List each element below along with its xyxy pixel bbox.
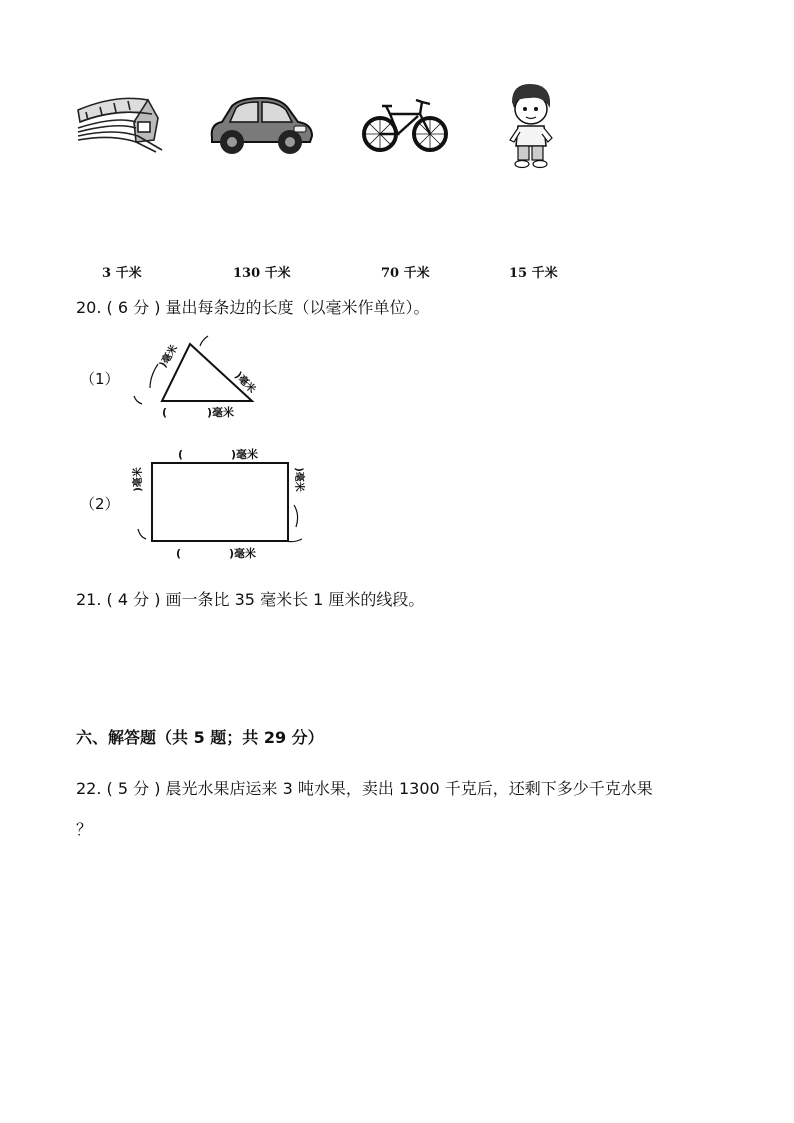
section-6-title: 六、解答题（共 5 题；共 29 分） <box>76 728 324 747</box>
bicycle-picture <box>360 96 450 154</box>
speed-label-train: 3 千米 <box>102 266 142 281</box>
triangle-right-side-blank: )毫米 <box>232 370 258 396</box>
question-22-line-1: 22. ( 5 分 ) 晨光水果店运来 3 吨水果，卖出 1300 千克后，还剩下多少千克水果 <box>76 779 653 798</box>
speed-label-boy: 15 千米 <box>509 266 558 281</box>
car-picture <box>206 94 316 158</box>
train-picture <box>76 92 166 154</box>
speed-label-bicycle: 70 千米 <box>381 266 430 281</box>
question-20: 20. ( 6 分 ) 量出每条边的长度（以毫米作单位）。 <box>76 298 430 317</box>
part-1-label: （1） <box>80 370 120 388</box>
rectangle-right-side-blank: )毫米 <box>292 467 304 492</box>
triangle-left-side-blank: )毫米 <box>157 343 181 370</box>
question-21: 21. ( 4 分 ) 画一条比 35 毫米长 1 厘米的线段。 <box>76 590 425 609</box>
question-22-line-2: ？ <box>76 820 93 839</box>
speed-label-car: 130 千米 <box>233 266 291 281</box>
boy-picture <box>502 82 558 170</box>
part-2-label: （2） <box>80 495 120 513</box>
rectangle-top-side-blank: ( )毫米 <box>178 448 259 461</box>
triangle-bottom-side-blank: ( )毫米 <box>162 406 235 419</box>
rectangle-figure <box>126 455 316 555</box>
rectangle-left-side-blank: )毫米 <box>132 467 144 492</box>
rectangle-bottom-side-blank: ( )毫米 <box>176 547 257 560</box>
